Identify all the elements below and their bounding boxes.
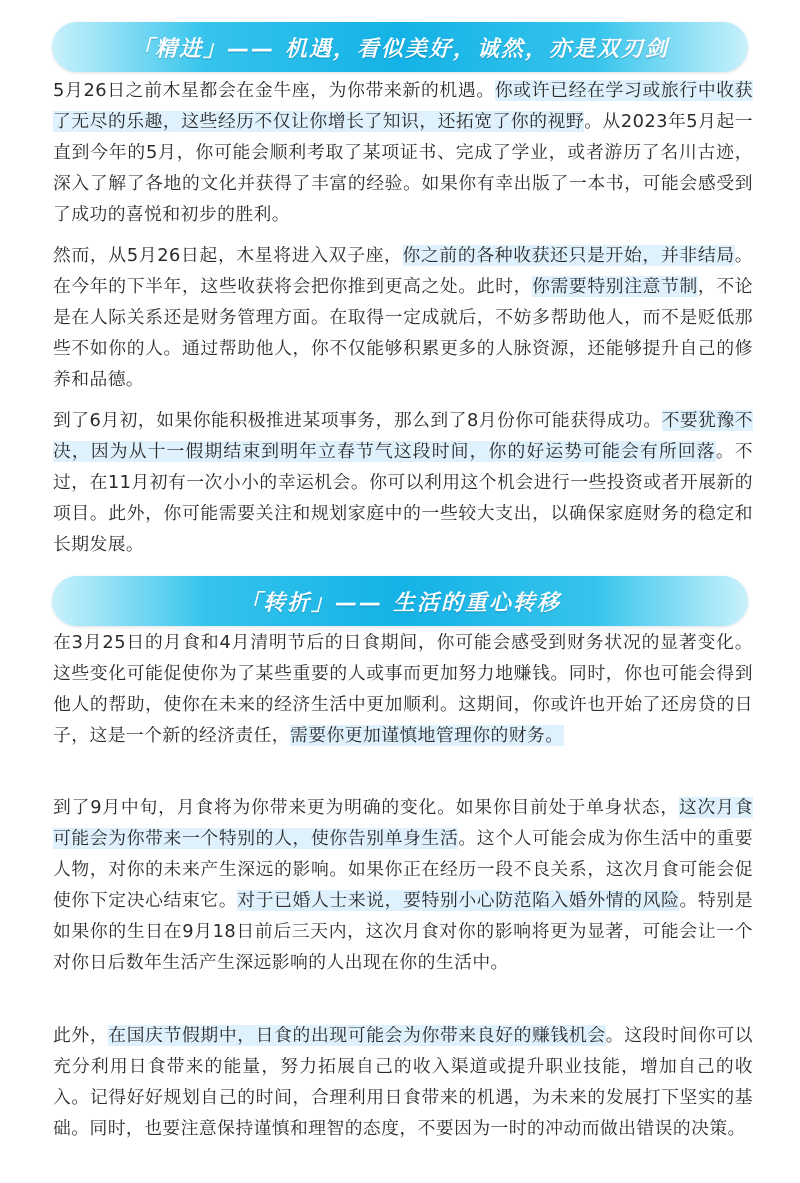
text-run: 。这段时间你可以充分利用日食带来的能量，努力拓展自己的收入渠道或提升职业技能，增加自己的收入。记得好好规划自己的时间，合理利用日食带来的机遇，为未来的发展打下坚实的基础。同时，也要注意保持谨慎和理智的态度，不要因为一时的冲动而做出错误的决策。 — [53, 1025, 753, 1139]
paragraph — [53, 75, 753, 230]
section-banner-jingjin — [52, 22, 748, 72]
text-run: 然而，从5月26日起，木星将进入双子座， — [53, 245, 403, 266]
text-run: 此外， — [53, 1025, 109, 1046]
paragraph — [53, 1020, 753, 1144]
text-run: 5月26日之前木星都会在金牛座，为你带来新的机遇。 — [53, 80, 495, 101]
text-run: 。在今年的下半年，这些收获将会把你推到更高之处。此时， — [53, 245, 753, 297]
text-run: 。特别是如果你的生日在9月18日前后三天内，这次月食对你的影响将更为显著，可能会让一个对你日后数年生活产生深远影响的人出现在你的生活中。 — [53, 890, 753, 973]
highlighted-text: 需要你更加谨慎地管理你的财务。 — [290, 725, 564, 746]
paragraph — [53, 405, 753, 560]
text-run: ，不论是在人际关系还是财务管理方面。在取得一定成就后，不妨多帮助他人，而不是贬低那些不如你的人。通过帮助他人，你不仅能够积累更多的人脉资源，还能够提升自己的修养和品德。 — [53, 276, 754, 390]
highlighted-text: 不要犹豫不决，因为从十一假期结束到明年立春节气这段时间，你的好运势可能会有所回落 — [53, 410, 753, 462]
highlighted-text: 对于已婚人士来说，要特别小心防范陷入婚外情的风险 — [237, 890, 680, 911]
paragraph — [53, 627, 753, 751]
section-title: 「精进」—— 机遇，看似美好，诚然，亦是双刃剑 — [131, 36, 669, 62]
highlighted-text: 你之前的各种收获还只是开始，并非结局 — [402, 245, 735, 266]
section-banner-zhuanzhe — [52, 576, 748, 626]
text-run: 到了9月中旬，月食将为你带来更为明确的变化。如果你目前处于单身状态， — [53, 797, 679, 818]
text-run: 在3月25日的月食和4月清明节后的日食期间，你可能会感受到财务状况的显著变化。这些变化可能促使你为了某些重要的人或事而更加努力地赚钱。同时，你也可能会得到他人的帮助，使你在未来的经济生活中更加顺利。这期间，你或许也开始了还房贷的日子，这是一个新的经济责任， — [53, 632, 753, 746]
text-run: 。不过，在11月初有一次小小的幸运机会。你可以利用这个机会进行一些投资或者开展新的项目。此外，你可能需要关注和规划家庭中的一些较大支出，以确保家庭财务的稳定和长期发展。 — [53, 441, 753, 555]
highlighted-text: 这次月食可能会为你带来一个特别的人，使你告别单身生活 — [53, 797, 753, 849]
text-run: 。从2023年5月起一直到今年的5月，你可能会顺利考取了某项证书、完成了学业，或者游历了名川古迹，深入了解了各地的文化并获得了丰富的经验。如果你有幸出版了一本书，可能会感受到了成功的喜悦和初步的胜利。 — [53, 111, 753, 225]
text-run: 到了6月初，如果你能积极推进某项事务，那么到了8月份你可能获得成功。 — [53, 410, 662, 431]
highlighted-text: 你或许已经在学习或旅行中收获了无尽的乐趣，这些经历不仅让你增长了知识，还拓宽了你的视野 — [53, 80, 753, 132]
paragraph — [53, 240, 753, 395]
paragraph — [53, 792, 753, 978]
text-run: 。这个人可能会成为你生活中的重要人物，对你的未来产生深远的影响。如果你正在经历一段不良关系，这次月食可能会促使你下定决心结束它。 — [53, 828, 753, 911]
section-title: 「转折」—— 生活的重心转移 — [239, 590, 561, 616]
highlighted-text: 在国庆节假期中，日食的出现可能会为你带来良好的赚钱机会 — [108, 1025, 606, 1046]
highlighted-text: 你需要特别注意节制 — [532, 276, 698, 297]
